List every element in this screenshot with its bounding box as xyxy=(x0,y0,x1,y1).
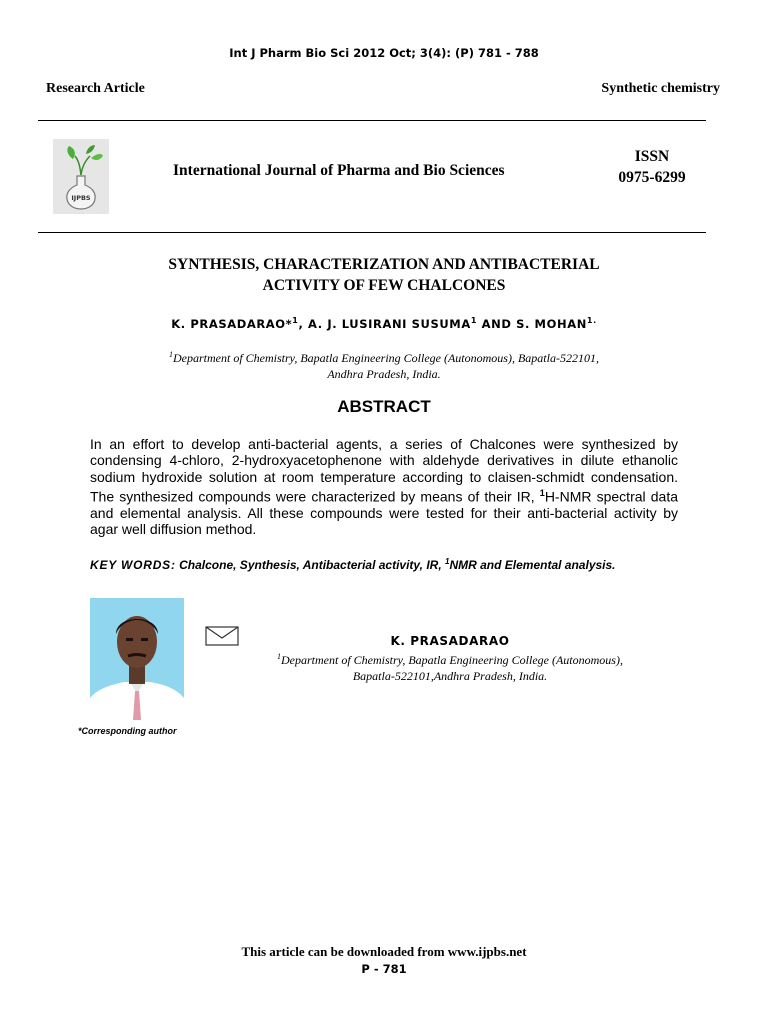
abstract-text-part2: H-NMR spectral data and elemental analysis. All these compounds were tested for their anti-bacterial activity by agar well diffusion method. xyxy=(90,488,679,538)
issn-label: ISSN xyxy=(634,148,670,165)
journal-name: International Journal of Pharma and Bio Sciences xyxy=(173,162,505,179)
abstract-heading: ABSTRACT xyxy=(337,397,431,416)
keywords-text-part2: NMR and Elemental analysis. xyxy=(449,558,616,572)
affiliation-mark: 1 xyxy=(169,350,174,359)
logo-lettering: IJPBS xyxy=(71,194,91,202)
paper-title xyxy=(84,254,684,296)
journal-logo xyxy=(53,139,109,214)
keywords-superscript: 1 xyxy=(445,557,450,566)
page-number: P - 781 xyxy=(361,962,407,976)
corresponding-author-name: K. PRASADARAO xyxy=(390,634,510,648)
paper-title-line1: SYNTHESIS, CHARACTERIZATION AND ANTIBACTERIAL xyxy=(168,256,600,273)
subject-category: Synthetic chemistry xyxy=(601,81,720,96)
header-divider-bottom xyxy=(38,232,706,233)
abstract-superscript: 1 xyxy=(539,487,545,498)
corresponding-affiliation-line1 xyxy=(250,649,650,668)
header-divider-top xyxy=(38,120,706,121)
leaf-flask-logo-icon xyxy=(53,139,109,214)
download-note: This article can be downloaded from www.ijpbs.net xyxy=(241,944,527,959)
corresponding-affiliation-text: Department of Chemistry, Bapatla Engineering College (Autonomous), xyxy=(281,653,623,667)
author-name: AND S. MOHAN xyxy=(477,316,587,331)
corresponding-author-affiliation xyxy=(250,649,650,684)
paper-title-line2: ACTIVITY OF FEW CHALCONES xyxy=(262,277,506,294)
affiliation-mark: 1 xyxy=(277,652,282,661)
abstract-text-part1: In an effort to develop anti-bacterial agents, a series of Chalcones were synthesized by condensing 4-chloro, 2-hydroxyacetophenone with aldehyde derivatives in dilute ethanolic sodium hydroxide solution at room temperature according to claisen-schmidt condensation. The synthesized compounds were characterized by means of their IR, xyxy=(90,436,678,505)
corresponding-affiliation-line2: Bapatla-522101,Andhra Pradesh, India. xyxy=(352,669,548,683)
article-type: Research Article xyxy=(46,81,145,96)
keywords-text-part1: Chalcone, Synthesis, Antibacterial activity, IR, xyxy=(175,558,442,572)
author-affiliation-mark: 1. xyxy=(586,316,597,325)
corresponding-author-label: *Corresponding author xyxy=(78,726,177,736)
author-name: K. PRASADARAO* xyxy=(171,316,293,331)
author-list xyxy=(0,316,768,331)
affiliation-line1 xyxy=(84,347,684,366)
author-affiliation xyxy=(84,347,684,382)
affiliation-text: Department of Chemistry, Bapatla Engineering College (Autonomous), Bapatla-522101, xyxy=(173,351,599,365)
keywords-label: KEY WORDS: xyxy=(90,558,176,572)
author-name: , A. J. LUSIRANI SUSUMA xyxy=(298,316,471,331)
author-affiliation-mark: 1 xyxy=(292,316,299,325)
author-affiliation-mark: 1 xyxy=(470,316,478,325)
envelope-icon[interactable] xyxy=(205,626,239,646)
citation-line: Int J Pharm Bio Sci 2012 Oct; 3(4): (P) 781 - 788 xyxy=(229,46,539,60)
affiliation-line2: Andhra Pradesh, India. xyxy=(327,367,441,381)
author-portrait-image xyxy=(90,598,184,720)
author-photo xyxy=(90,598,184,720)
abstract-body xyxy=(90,436,678,537)
keywords-line xyxy=(90,557,690,572)
issn-number: 0975-6299 xyxy=(618,169,686,186)
